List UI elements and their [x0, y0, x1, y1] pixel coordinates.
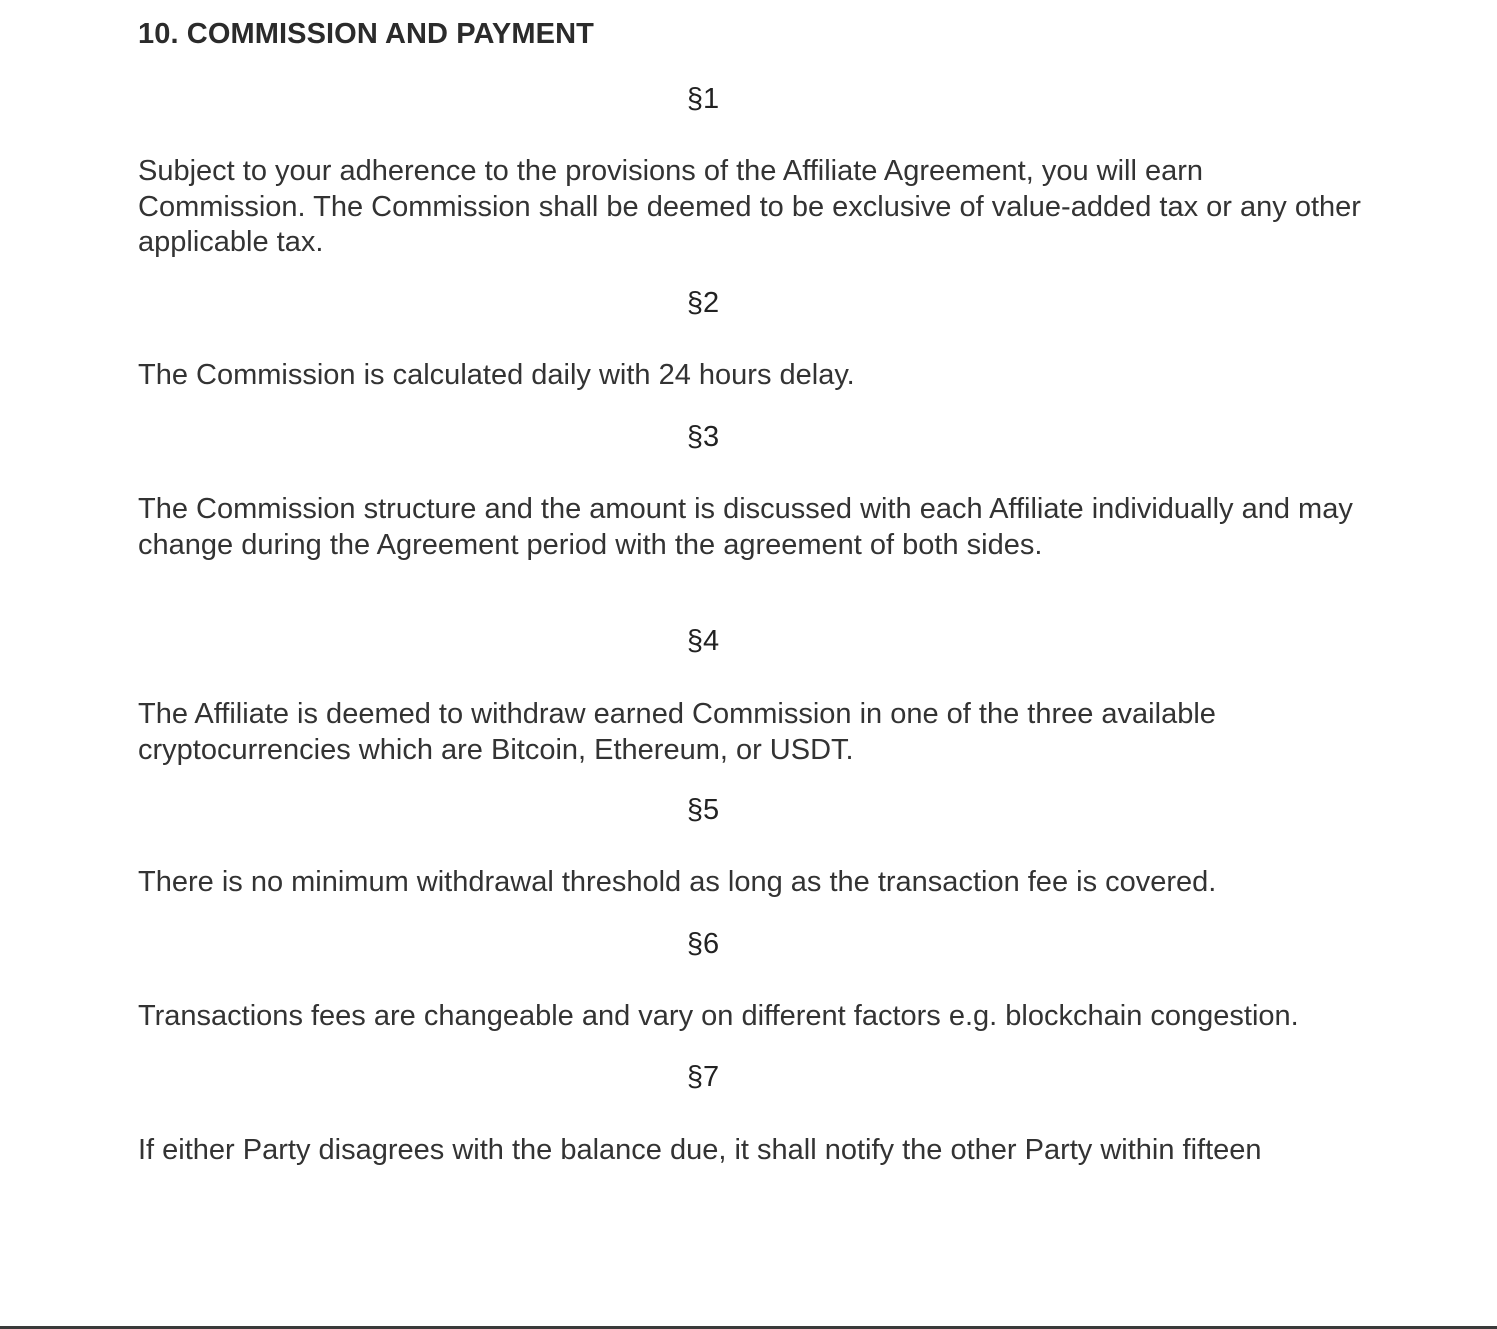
- section-text-1: Subject to your adherence to the provisions of the Affiliate Agreement, you will earn Commission. The Commission shall be deemed to be exclusive of value-added tax or any other applicable tax.: [138, 155, 1361, 258]
- section-marker-1: §1: [686, 83, 720, 115]
- section-heading: 10. COMMISSION AND PAYMENT: [138, 18, 594, 50]
- section-text-4: The Affiliate is deemed to withdraw earned Commission in one of the three available cryptocurrencies which are Bitcoin, Ethereum, or USDT.: [138, 698, 1216, 766]
- section-marker-5: §5: [686, 794, 720, 826]
- section-text-7: If either Party disagrees with the balance due, it shall notify the other Party within fifteen: [138, 1134, 1262, 1166]
- section-marker-4: §4: [686, 625, 720, 657]
- section-marker-7: §7: [686, 1061, 720, 1093]
- section-text-2: The Commission is calculated daily with 24 hours delay.: [138, 359, 855, 391]
- section-text-3: The Commission structure and the amount is discussed with each Affiliate individually and may change during the Agreement period with the agreement of both sides.: [138, 493, 1353, 561]
- section-marker-6: §6: [686, 928, 720, 960]
- section-marker-2: §2: [686, 287, 720, 319]
- section-text-6: Transactions fees are changeable and vary on different factors e.g. blockchain congestion.: [138, 1000, 1299, 1032]
- section-text-5: There is no minimum withdrawal threshold as long as the transaction fee is covered.: [138, 866, 1217, 898]
- section-marker-3: §3: [686, 421, 720, 453]
